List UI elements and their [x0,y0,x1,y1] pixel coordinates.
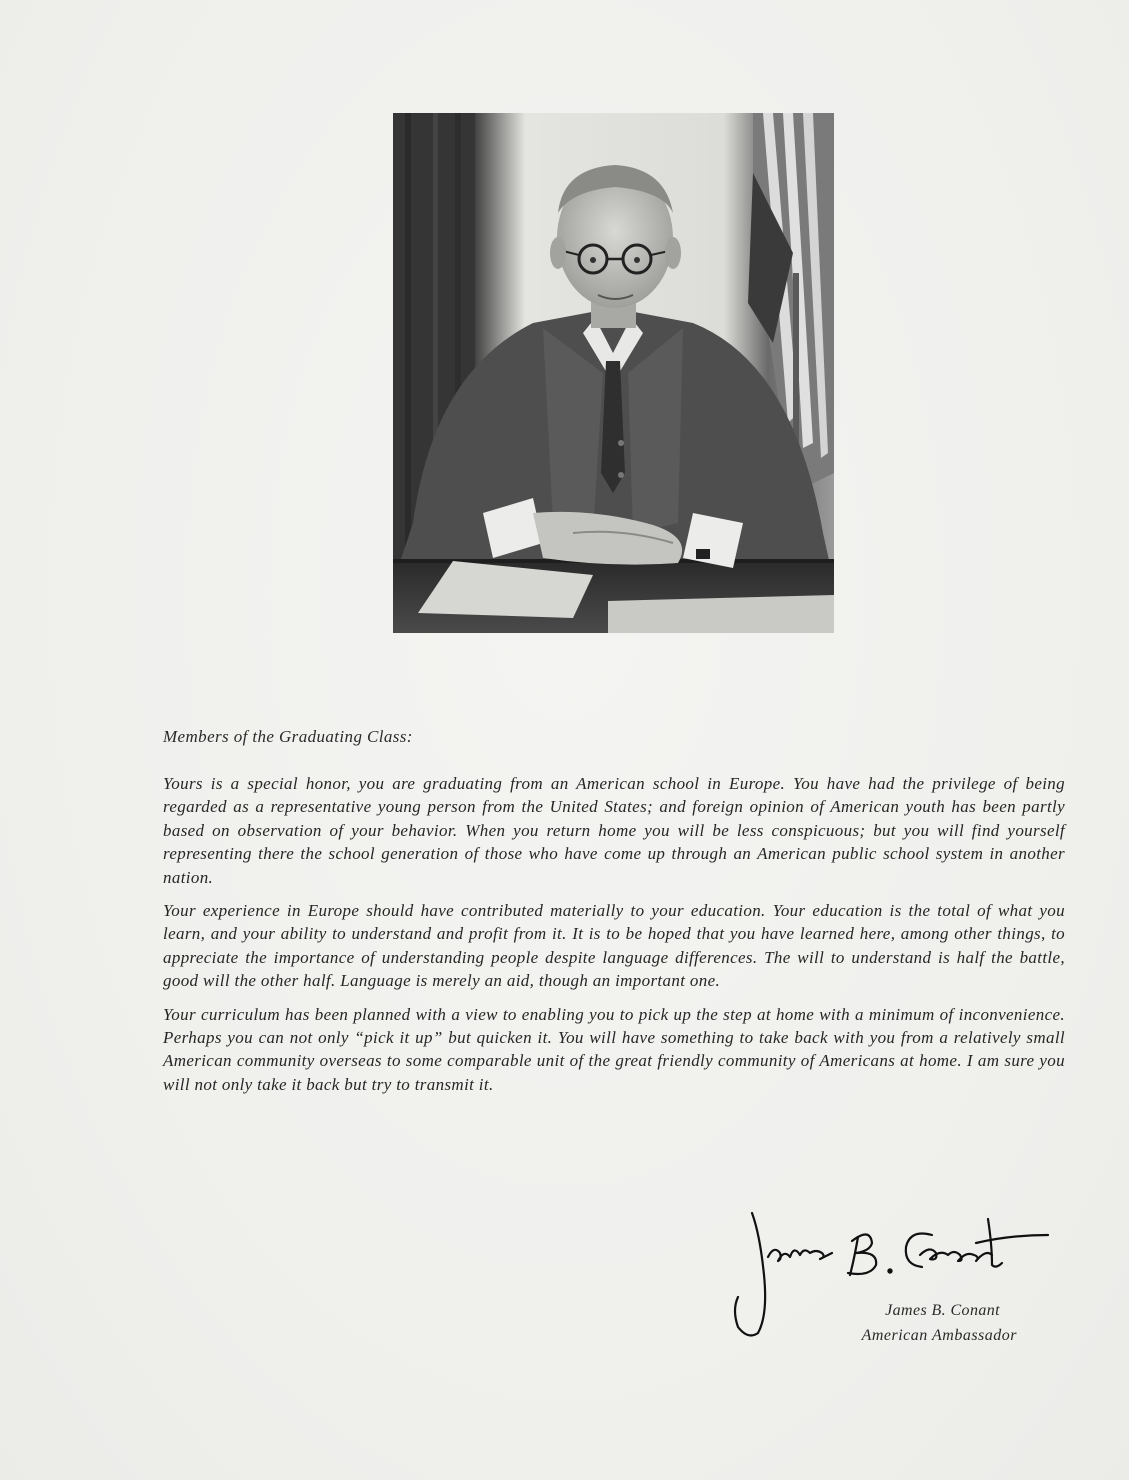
salutation: Members of the Graduating Class: [163,727,413,746]
letter-paragraph-2: Your experience in Europe should have contributed materially to your education. Your education is the total of what you learn, and your ability to understand and profit from it. It is to be hoped that you have learned here, among other things, to appreciate the importance of understanding people despite language differences. The will to understand is half the battle, good will the other half. Language is merely an aid, though an important one. [163,901,1065,991]
letter-body [163,772,1065,1106]
portrait-illustration [393,113,834,633]
signer-name: James B. Conant [885,1302,1000,1319]
signer-title: American Ambassador [861,1327,1017,1344]
portrait-photo [393,113,834,633]
letter-paragraph-1: Yours is a special honor, you are graduating from an American school in Europe. You have had the privilege of being regarded as a representative young person from the United States; and foreign opinion of American youth has been partly based on observation of your behavior. When you return home you will be less conspicuous; but you will find yourself representing there the school generation of those who have come up through an American public school system in another nation. [163,774,1065,887]
letter-paragraph-3: Your curriculum has been planned with a view to enabling you to pick up the step at home with a minimum of inconvenience. Perhaps you can not only “pick it up” but quicken it. You will have something to take back with you from a relatively small American community overseas to some comparable unit of the great friendly community of Americans at home. I am sure you will not only take it back but try to transmit it. [163,1004,1065,1094]
